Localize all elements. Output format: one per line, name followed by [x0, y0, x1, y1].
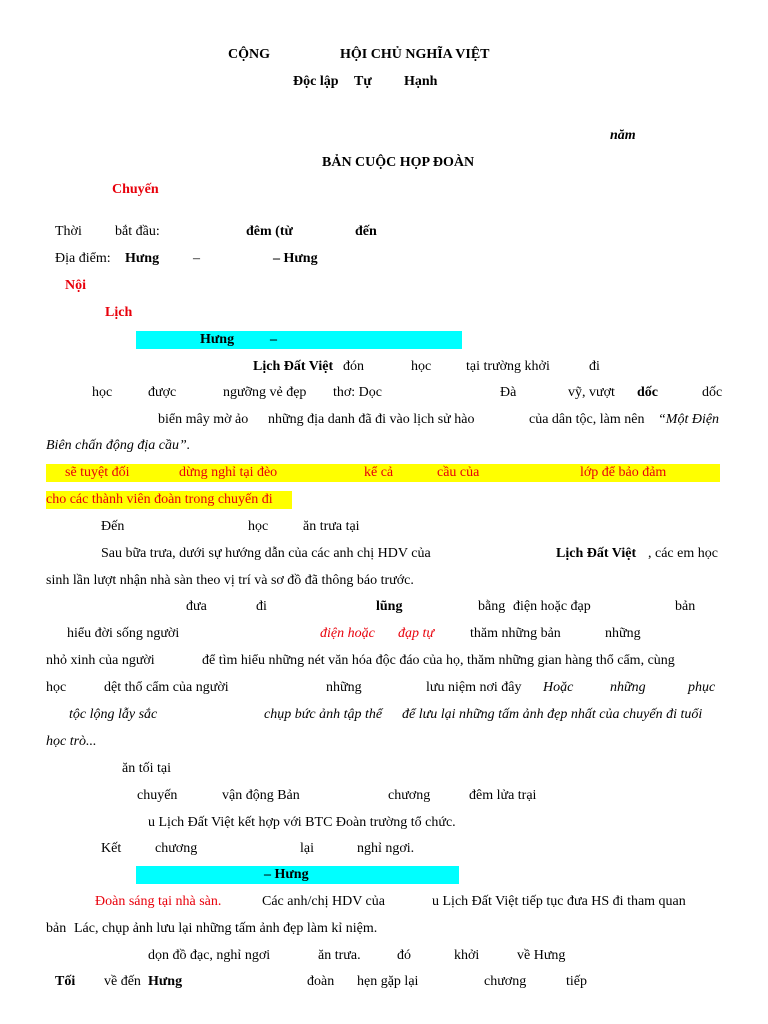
p3-word: đưa [186, 599, 207, 614]
p3-word: những [610, 680, 646, 695]
p4-word: chương [155, 841, 198, 856]
p5-word: về đến [104, 974, 141, 989]
start-label: bắt đầu: [115, 224, 160, 239]
p3-line: để lưu lại những tấm ảnh đẹp nhất của chuyến đi tuổi [402, 707, 703, 722]
p3-word: thăm những bản [470, 626, 561, 641]
p1-word: Đà [500, 385, 517, 400]
p1-word: tại trường khởi [466, 359, 550, 374]
note-word: dừng nghỉ tại đèo [179, 465, 278, 480]
p4-word: lại [300, 841, 314, 856]
p5-line: u Lịch Đất Việt tiếp tục đưa HS đi tham quan [432, 894, 686, 909]
location-hung-1: Hưng [125, 251, 160, 266]
p3-word: điện hoặc đạp [513, 599, 591, 614]
p4-word: nghỉ ngơi. [357, 841, 415, 856]
p4-line: u Lịch Đất Việt kết hợp với BTC Đoàn trường tổ chức. [148, 815, 456, 830]
p5-word: hẹn gặp lại [357, 974, 419, 989]
p1-word: biển mây mờ ảo [158, 412, 249, 427]
page-title: BẢN CUỘC HỌP ĐOÀN [322, 155, 475, 170]
p5-word: dọn đồ đạc, nghỉ ngơi [148, 948, 271, 963]
trip-label: Chuyến [112, 182, 159, 197]
p5-word: Tối [55, 974, 76, 989]
note-word: kể cả [364, 465, 394, 480]
p5-word: khởi [454, 948, 480, 963]
p1-word: những địa danh đã đi vào lịch sử hào [268, 412, 475, 427]
p4-word: đêm lửa trại [469, 788, 537, 803]
p1-word: dốc [637, 385, 658, 400]
p2-word: học [248, 519, 269, 534]
location-label: Địa điểm: [55, 251, 111, 266]
p5-word: ăn trưa. [318, 948, 361, 963]
p3-line: để tìm hiểu những nét văn hóa độc đáo của họ, thăm những gian hàng thổ cẩm, cùng [202, 653, 675, 668]
day1-banner-dash: – [270, 332, 277, 347]
p1-word: đi [589, 359, 600, 374]
p3-word: bản [675, 599, 696, 614]
p1-word: học [92, 385, 113, 400]
time-label: Thời [55, 224, 82, 239]
p2-word: ăn trưa tại [303, 519, 360, 534]
company-name: Lịch Đất Việt [253, 359, 334, 374]
p3-word: lưu niệm nơi đây [426, 680, 522, 695]
p1-word: dốc [702, 385, 723, 400]
location-dash: – [193, 251, 200, 266]
night-from: đêm (từ [246, 224, 293, 239]
p3-word: đi [256, 599, 267, 614]
note-word: lớp để bảo đảm [580, 465, 667, 480]
p3-word: nhỏ xinh của người [46, 653, 155, 668]
p3-word: những [326, 680, 362, 695]
p5-line: Lác, chụp ảnh lưu lại những tấm ảnh đẹp làm kỉ niệm. [74, 921, 378, 936]
header-tu: Tự [354, 74, 372, 89]
to-label: đến [355, 224, 377, 239]
day1-banner [136, 331, 462, 349]
p4-word: ăn tối tại [122, 761, 171, 776]
p1-quote-end: Biên chấn động địa cầu”. [46, 438, 191, 453]
p5-red: Đoàn sáng tại nhà sàn. [95, 894, 222, 909]
header-hanh: Hạnh [404, 74, 438, 89]
p3-word: chụp bức ảnh tập thể [264, 707, 383, 722]
location-hung-2: – Hưng [273, 251, 318, 266]
p2-line: , các em học [648, 546, 718, 561]
p5-word: đoàn [307, 974, 335, 989]
p1-word: ngưỡng vẻ đẹp [223, 385, 307, 400]
p3-word: lũng [376, 599, 403, 614]
p5-word: bản [46, 921, 67, 936]
p3-word: dệt thổ cẩm của người [104, 680, 229, 695]
p1-word: đón [343, 359, 364, 374]
date-year-word: năm [610, 128, 636, 143]
note-word: cầu của [437, 465, 480, 480]
p5-word: về Hưng [517, 948, 566, 963]
p2-word: Đến [101, 519, 125, 534]
p4-word: vận động Bản [222, 788, 300, 803]
p1-word: vỹ, vượt [568, 385, 615, 400]
p2-line: sinh lần lượt nhận nhà sàn theo vị trí và sơ đồ đã thông báo trước. [46, 573, 414, 588]
p4-word: Kết [101, 841, 122, 856]
p3-word: những [605, 626, 641, 641]
note-word: sẽ tuyệt đối [65, 465, 130, 480]
note-line2: cho các thành viên đoàn trong chuyến đi [46, 492, 273, 507]
p3-word: Hoặc [543, 680, 574, 695]
p1-word: thơ: Dọc [333, 385, 383, 400]
header-hoi-chu-nghia: HỘI CHỦ NGHĨA VIỆT [340, 47, 490, 62]
p1-quote: “Một Điện [658, 412, 720, 427]
p1-word: của dân tộc, làm nên [529, 412, 645, 427]
p5-word: đó [397, 948, 411, 963]
schedule-heading: Lịch [105, 305, 133, 320]
day2-banner-place: – Hưng [264, 867, 309, 882]
p5-word: Hưng [148, 974, 183, 989]
day1-banner-place: Hưng [200, 332, 235, 347]
p3-word-red: đạp tự [398, 626, 435, 641]
p1-word: học [411, 359, 432, 374]
p3-word: học [46, 680, 67, 695]
p3-word: phục [688, 680, 716, 695]
p2-line: Sau bữa trưa, dưới sự hướng dẫn của các anh chị HDV của [101, 546, 431, 561]
p5-word: Các anh/chị HDV của [262, 894, 385, 909]
content-heading: Nội [65, 278, 86, 293]
header-doc-lap: Độc lập [293, 74, 339, 89]
p4-word: chương [388, 788, 431, 803]
p3-word-red: điện hoặc [320, 626, 375, 641]
p4-word: chuyến [137, 788, 178, 803]
header-cong: CỘNG [228, 47, 270, 62]
p1-word: được [148, 385, 177, 400]
p3-word: bằng [478, 599, 506, 614]
p3-line: học trò... [46, 734, 97, 749]
p5-word: chương [484, 974, 527, 989]
p5-word: tiếp [566, 974, 587, 989]
p3-word: hiểu đời sống người [67, 626, 180, 641]
company-name: Lịch Đất Việt [556, 546, 637, 561]
p3-word: tộc lộng lẫy sắc [69, 707, 158, 722]
